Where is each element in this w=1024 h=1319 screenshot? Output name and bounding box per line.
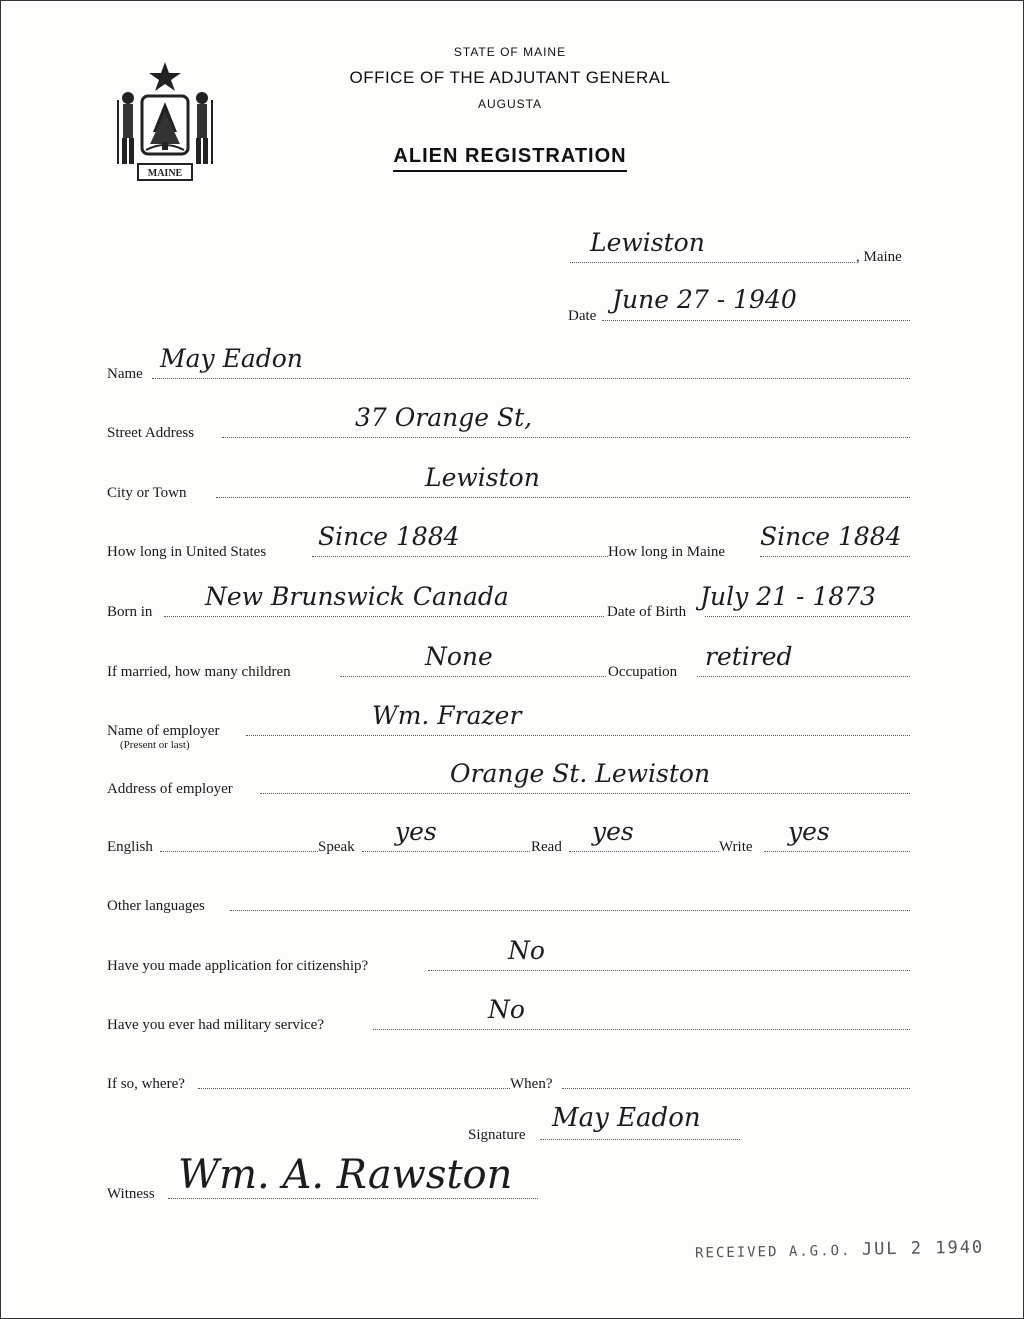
write-underline: [764, 851, 910, 852]
city-label: City or Town: [107, 485, 187, 501]
signature-value: May Eadon: [552, 1103, 701, 1133]
where-label: If so, where?: [107, 1076, 185, 1092]
street-underline: [222, 437, 910, 438]
read-underline: [569, 851, 719, 852]
employer-label: Name of employer: [107, 723, 220, 739]
where-underline: [198, 1088, 510, 1089]
military-value: No: [488, 995, 525, 1024]
years-maine-value: Since 1884: [760, 522, 902, 551]
children-value: None: [425, 642, 493, 671]
years-us-underline: [312, 556, 608, 557]
military-underline: [373, 1029, 910, 1030]
name-underline: [152, 378, 910, 379]
english-underline: [160, 851, 318, 852]
write-value: yes: [788, 817, 830, 846]
english-label: English: [107, 839, 153, 855]
witness-underline: [168, 1198, 538, 1199]
city-value: Lewiston: [425, 463, 540, 492]
years-us-value: Since 1884: [318, 522, 460, 551]
location-state-label: , Maine: [856, 249, 902, 265]
date-value: June 27 - 1940: [612, 285, 797, 314]
form-title: [340, 145, 680, 168]
signature-label: Signature: [468, 1127, 526, 1143]
years-maine-underline: [760, 556, 910, 557]
speak-underline: [362, 851, 530, 852]
name-value: May Eadon: [160, 344, 303, 373]
read-value: yes: [592, 817, 634, 846]
state-seal-emblem: [110, 58, 220, 186]
occupation-value: retired: [705, 642, 793, 671]
city-heading: AUGUSTA: [477, 97, 543, 111]
witness-value: Wm. A. Rawston: [178, 1152, 513, 1198]
street-value: 37 Orange St,: [355, 403, 533, 432]
street-label: Street Address: [107, 425, 195, 441]
citizenship-underline: [428, 970, 910, 971]
dob-label: Date of Birth: [607, 604, 687, 620]
employer-sublabel: (Present or last): [120, 739, 190, 751]
location-underline: [570, 262, 855, 263]
date-label: Date: [568, 308, 597, 324]
write-label: Write: [719, 839, 753, 855]
speak-value: yes: [395, 817, 437, 846]
city-underline: [216, 497, 910, 498]
employer-underline: [246, 735, 910, 736]
occupation-label: Occupation: [608, 664, 678, 680]
born-in-label: Born in: [107, 604, 153, 620]
years-maine-label: How long in Maine: [608, 544, 726, 560]
witness-label: Witness: [107, 1186, 155, 1202]
occupation-underline: [697, 676, 910, 677]
children-label: If married, how many children: [107, 664, 291, 680]
form-title-text: ALIEN REGISTRATION: [393, 145, 626, 172]
other-languages-underline: [230, 910, 910, 911]
signature-underline: [540, 1139, 740, 1140]
born-in-underline: [164, 616, 604, 617]
state-heading: STATE OF MAINE: [453, 45, 567, 59]
date-underline: [602, 320, 910, 321]
received-stamp-date: JUL 2 1940: [861, 1237, 985, 1260]
when-label: When?: [510, 1076, 553, 1092]
read-label: Read: [531, 839, 562, 855]
employer-address-label: Address of employer: [107, 781, 233, 797]
years-us-label: How long in United States: [107, 544, 267, 560]
office-heading: OFFICE OF THE ADJUTANT GENERAL: [349, 68, 671, 87]
employer-value: Wm. Frazer: [372, 701, 522, 730]
children-underline: [340, 676, 606, 677]
when-underline: [562, 1088, 910, 1089]
received-stamp-text: RECEIVED A.G.O.: [694, 1242, 852, 1262]
citizenship-label: Have you made application for citizenship?: [107, 958, 369, 974]
other-languages-label: Other languages: [107, 898, 205, 914]
military-label: Have you ever had military service?: [107, 1017, 324, 1033]
citizenship-value: No: [508, 936, 545, 965]
seal-banner-text: MAINE: [147, 168, 183, 179]
location-city-value: Lewiston: [590, 228, 705, 257]
employer-address-value: Orange St. Lewiston: [450, 759, 711, 788]
employer-address-underline: [260, 793, 910, 794]
speak-label: Speak: [318, 839, 355, 855]
dob-value: July 21 - 1873: [700, 582, 876, 611]
born-in-value: New Brunswick Canada: [205, 582, 509, 611]
dob-underline: [705, 616, 910, 617]
name-label: Name: [107, 366, 143, 382]
